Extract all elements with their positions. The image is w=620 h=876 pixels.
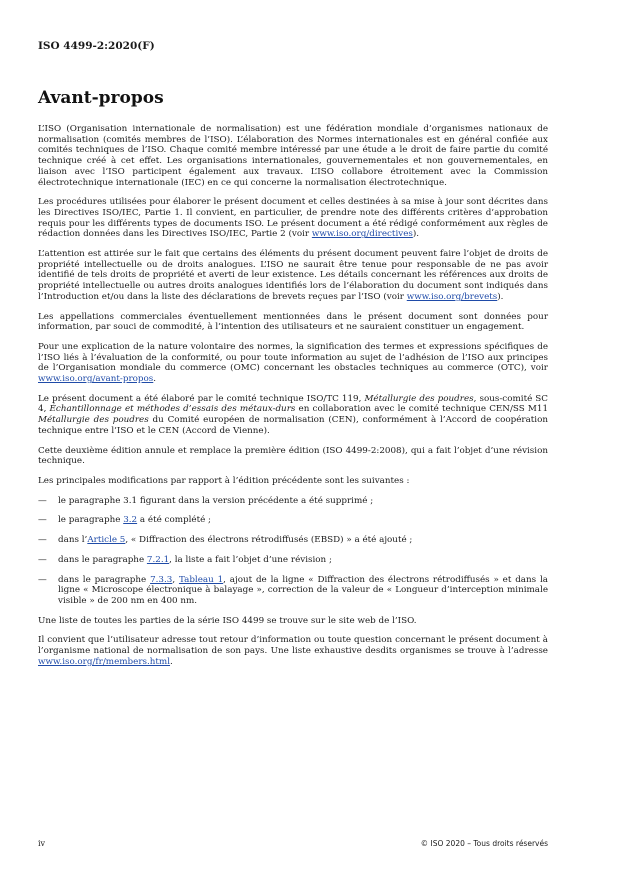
paragraph-series: Une liste de toutes les parties de la série ISO 4499 se trouve sur le site web de l’ISO. (38, 615, 417, 626)
list-item (38, 535, 548, 546)
paragraph-text: Pour une explication de la nature volontaire des normes, la signification des termes et expressions spécifiques de l’ISO liés à l’évaluation de la conformité, ou pour toute information au sujet de l’adhésion de l’ISO aux principes de l’Organisation mondiale du commerce (OMC) concernant les obstacles techniques au commerce (OTC), voir (38, 341, 548, 374)
list-item-text (58, 515, 548, 526)
paragraph-text: . (170, 656, 173, 667)
paragraph-changes-intro: Les principales modifications par rapport à l’édition précédente sont les suivantes : (38, 475, 410, 486)
list-item-pre: dans le paragraphe (58, 554, 147, 565)
subcommittee-title: Échantillonnage et méthodes d’essais des métaux-durs (49, 404, 296, 415)
paragraph-text: ). (497, 291, 504, 302)
list-item-post: a été complété ; (137, 515, 212, 526)
paragraph-text: Les procédures utilisées pour élaborer le présent document et celles destinées à sa mise à jour sont décrites dans les Directives ISO/IEC, Partie 1. Il convient, en particulier, de prendre note des différents critères d’approbation requis pour les différents types de documents ISO. Le présent document a été rédigé conformément aux règles de rédaction données dans les Directives ISO/IEC, Partie 2 (voir (38, 197, 548, 240)
paragraph-text: . (153, 374, 157, 385)
paragraph-text: Le présent document a été élaboré par le comité technique ISO/TC 119, (38, 393, 365, 404)
copyright-notice: © ISO 2020 – Tous droits réservés (420, 839, 548, 848)
list-item-pre: dans le paragraphe (58, 574, 151, 585)
directives-link[interactable]: www.iso.org/directives (311, 229, 413, 240)
list-item (38, 575, 548, 607)
section-3-2-link[interactable]: 3.2 (123, 515, 138, 526)
committee-title: Métallurgie des poudres (364, 393, 474, 404)
paragraph-text: en collaboration avec le comité technique CEN/SS M11 (295, 404, 549, 415)
patents-link[interactable]: www.iso.org/brevets (406, 291, 498, 302)
paragraph-procedures (38, 197, 548, 240)
paragraph-trade-names: Les appellations commerciales éventuellement mentionnées dans le présent document sont données pour information, par souci de commodité, à l’intention des utilisateurs et ne sauraient constituer un engagement. (38, 311, 548, 333)
list-item-post: , « Diffraction des électrons rétrodiffusés (EBSD) » a été ajouté ; (125, 535, 413, 546)
table-1-link[interactable]: Tableau 1 (178, 574, 224, 585)
paragraph-feedback (38, 635, 548, 667)
paragraph-text: , sous-comité SC 4, (38, 393, 548, 415)
page-title: Avant-propos (38, 88, 164, 108)
list-item-text (58, 555, 548, 566)
section-7-2-1-link[interactable]: 7.2.1 (146, 554, 170, 565)
list-item-post: , la liste a fait l’objet d’une révision ; (169, 554, 332, 565)
list-item (38, 496, 548, 507)
paragraph-text: du Comité européen de normalisation (CEN), conformément à l’Accord de coopération technique entre l’ISO et le CEN (Accord de Vienne). (38, 415, 548, 436)
dash-marker: — (38, 554, 47, 565)
section-7-3-3-link[interactable]: 7.3.3 (150, 574, 173, 585)
foreword-body (38, 124, 548, 676)
dash-marker: — (38, 495, 47, 506)
dash-marker: — (38, 515, 47, 526)
cen-committee-title: Métallurgie des poudres (38, 415, 149, 426)
paragraph-iso-intro: L’ISO (Organisation internationale de normalisation) est une fédération mondiale d’organismes nationaux de normalisation (comités membres de l’ISO). L’élaboration des Normes internationales est en général confiée aux comités techniques de l’ISO. Chaque comité membre intéressé par une étude a le droit de faire partie du comité technique créé à cet effet. Les organisations internationales, gouvernementales et non gouvernementales, en liaison avec l’ISO participent également aux travaux. L’ISO collabore étroitement avec la Commission électrotechnique internationale (IEC) en ce qui concerne la normalisation électrotechnique. (38, 124, 548, 188)
paragraph-text: Il convient que l’utilisateur adresse tout retour d’information ou toute question concernant le présent document à l’organisme national de normalisation de son pays. Une liste exhaustive desdits organismes se trouve à l’adresse (38, 635, 548, 657)
dash-marker: — (38, 535, 47, 546)
paragraph-patents (38, 249, 548, 303)
list-item-text (58, 535, 548, 546)
list-item-text (58, 575, 548, 607)
members-link[interactable]: www.iso.org/fr/members.html (38, 656, 171, 667)
dash-marker: — (38, 574, 47, 585)
article-5-link[interactable]: Article 5 (87, 535, 126, 546)
paragraph-committee (38, 394, 548, 437)
document-id: ISO 4499-2:2020(F) (38, 40, 155, 52)
list-item (38, 515, 548, 526)
paragraph-text: L’attention est attirée sur le fait que certains des éléments du présent document peuvent faire l’objet de droits de propriété intellectuelle ou de droits analogues. L’ISO ne saurait être tenue pour responsable de ne pas avoir identifié de tels droits de propriété et averti de leur existence. Les détails concernant les références aux droits de propriété intellectuelle ou autres droits analogues identifiés lors de l’élaboration du document sont indiqués dans l’Introduction et/ou dans la liste des déclarations de brevets reçues par l’ISO (voir (38, 249, 548, 302)
list-item-separator: , (172, 574, 179, 585)
paragraph-voluntary (38, 342, 548, 385)
foreword-link[interactable]: www.iso.org/avant-propos (38, 374, 154, 385)
paragraph-edition: Cette deuxième édition annule et remplace la première édition (ISO 4499-2:2008), qui a fait l’objet d’une révision technique. (38, 445, 548, 467)
list-item (38, 555, 548, 566)
page-number: iv (38, 839, 46, 848)
list-item-text: le paragraphe 3.1 figurant dans la version précédente a été supprimé ; (58, 495, 374, 506)
list-item-post: , ajout de la ligne « Diffraction des électrons rétrodiffusés » et dans la ligne « Microscope électronique à balayage », correction de la valeur de « Longueur d’interception minimale visible » de 200 nm en 400 nm. (58, 574, 548, 606)
paragraph-text: ). (412, 229, 420, 240)
list-item-pre: le paragraphe (58, 515, 124, 526)
list-item-pre: dans l’ (58, 535, 88, 546)
